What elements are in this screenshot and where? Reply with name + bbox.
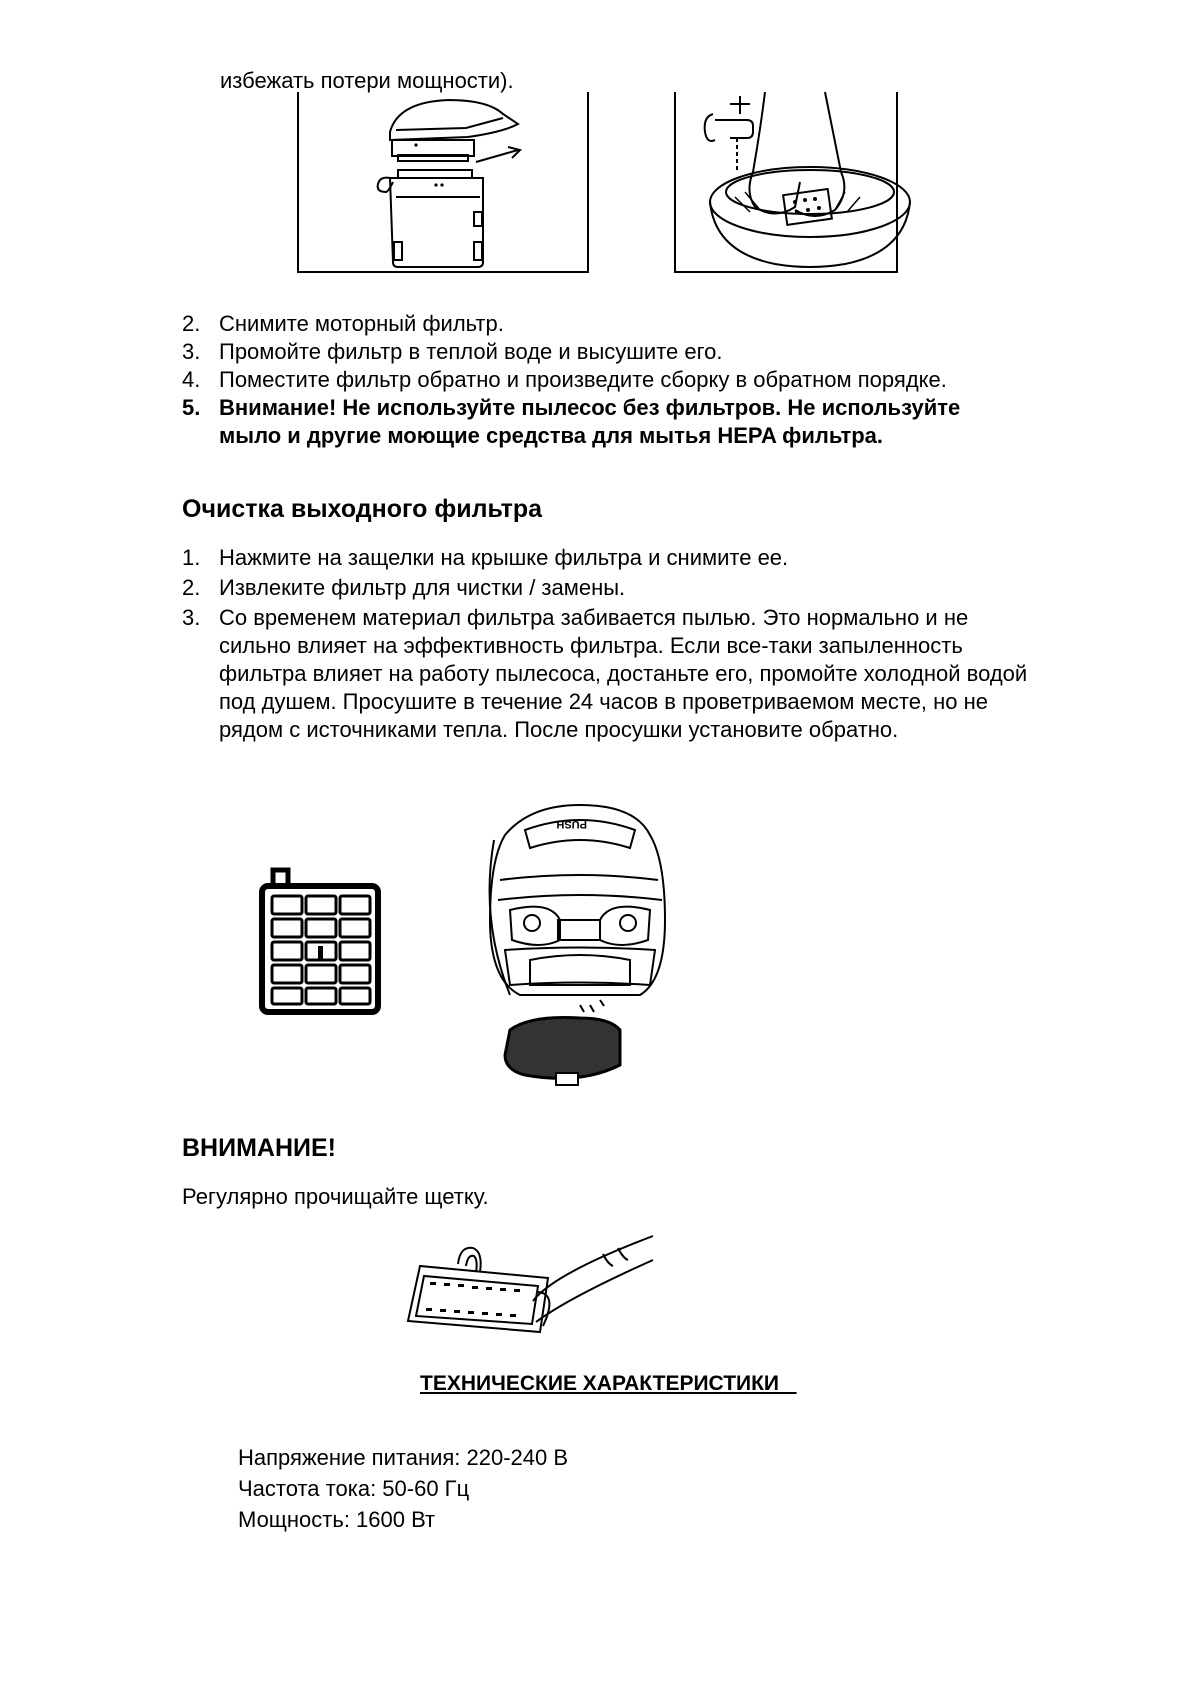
spec-voltage: Напряжение питания: 220-240 В [238, 1445, 569, 1470]
spec-power: Мощность: 1600 Вт [238, 1507, 436, 1532]
list-item: 2. Извлеките фильтр для чистки / замены. [182, 575, 626, 600]
floor-brush-illustration [408, 1236, 658, 1336]
vacuum-cleaner-illustration [470, 800, 690, 1090]
exhaust-filter-steps [182, 544, 1042, 744]
list-item: 4. Поместите фильтр обратно и произведите сборку в обратном порядке. [182, 367, 947, 392]
warning-list-item: 5. Внимание! Не используйте пылесос без фильтров. Не используйте мыло и другие моющие средства для мытья HEPA фильтра. [182, 395, 961, 448]
specs-title: ТЕХНИЧЕСКИЕ ХАРАКТЕРИСТИКИ [420, 1372, 797, 1395]
list-item: 3. Промойте фильтр в теплой воде и высушите его. [182, 339, 723, 364]
warning-text: Регулярно прочищайте щетку. [182, 1184, 489, 1209]
washing-filter-illustration [675, 92, 905, 277]
intro-text: избежать потери мощности). [220, 68, 514, 93]
warning-title: ВНИМАНИЕ! [182, 1134, 336, 1162]
list-item: 2. Снимите моторный фильтр. [182, 311, 504, 336]
list-item: 1. Нажмите на защелки на крышке фильтра и снимите ее. [182, 545, 789, 570]
spec-frequency: Частота тока: 50-60 Гц [238, 1476, 470, 1501]
specs-list [238, 1442, 568, 1535]
section-title: Очистка выходного фильтра [182, 495, 543, 523]
list-item: 3. Со временем материал фильтра забивается пылью. Это нормально и не сильно влияет на эффективность фильтра. Если все-таки запыленность фильтра влияет на работу пылесоса, достаньте его, промойте холодной водой под душем. Просушите в течение 24 часов в проветриваемом месте, но не рядом с источниками тепла. После просушки установите обратно. [182, 605, 1028, 742]
motor-filter-steps [182, 310, 1052, 450]
push-label: PUSH [556, 818, 587, 830]
dust-container-illustration [298, 92, 588, 277]
exhaust-filter-illustration [258, 868, 388, 1018]
